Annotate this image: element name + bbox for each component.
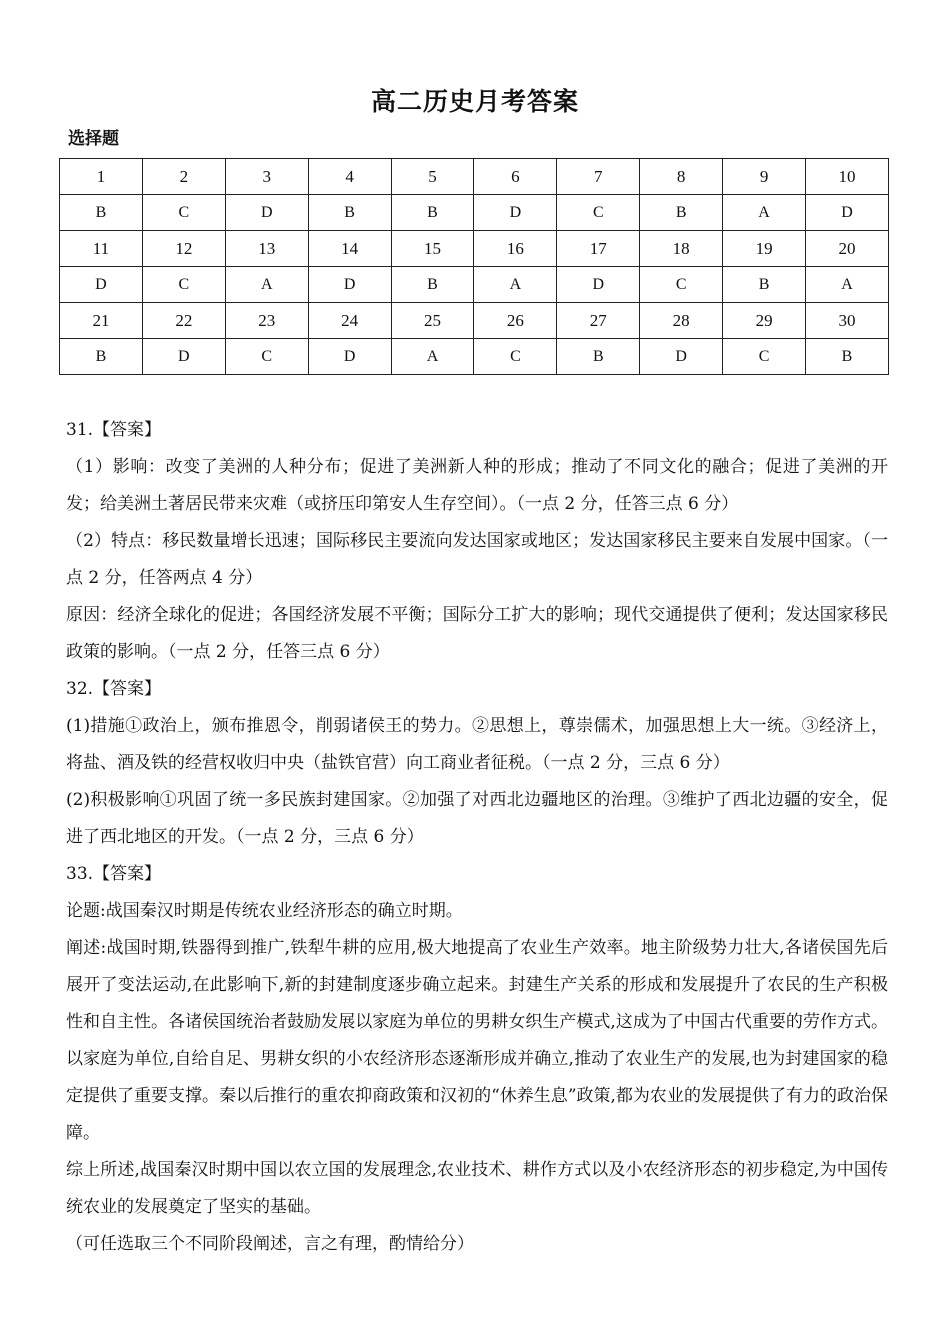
question-number-cell: 1: [60, 159, 143, 195]
answer-letter-row: [60, 195, 889, 231]
q33-conclusion: 综上所述,战国秦汉时期中国以农立国的发展理念,农业技术、耕作方式以及小农经济形态的初步稳定,为中国传统农业的发展奠定了坚实的基础。: [66, 1160, 888, 1217]
answer-letter-cell: A: [225, 267, 308, 303]
q31-part1: （1）影响：改变了美洲的人种分布；促进了美洲新人种的形成；推动了不同文化的融合；促进了美洲的开发；给美洲土著居民带来灾难（或挤压印第安人生存空间）。（一点 2 分，任答三点 6 分）: [66, 457, 888, 514]
answer-letter-cell: C: [557, 195, 640, 231]
question-number-cell: 30: [806, 303, 889, 339]
page-title: 高二历史月考答案: [370, 87, 579, 116]
question-number-cell: 2: [142, 159, 225, 195]
answer-letter-cell: B: [557, 339, 640, 375]
answer-letter-cell: B: [60, 339, 143, 375]
answer-letter-cell: D: [308, 267, 391, 303]
answer-letter-cell: B: [806, 339, 889, 375]
question-number-cell: 5: [391, 159, 474, 195]
question-number-cell: 15: [391, 231, 474, 267]
question-number-row: [60, 231, 889, 267]
answer-letter-cell: D: [474, 195, 557, 231]
question-number-cell: 16: [474, 231, 557, 267]
question-number-cell: 24: [308, 303, 391, 339]
answer-letter-cell: D: [142, 339, 225, 375]
question-number-row: [60, 159, 889, 195]
question-number-cell: 11: [60, 231, 143, 267]
question-number-cell: 12: [142, 231, 225, 267]
question-number-cell: 6: [474, 159, 557, 195]
answer-letter-cell: C: [225, 339, 308, 375]
answer-letter-cell: D: [640, 339, 723, 375]
answer-letter-cell: B: [391, 195, 474, 231]
question-number-cell: 17: [557, 231, 640, 267]
question-number-cell: 8: [640, 159, 723, 195]
answer-letter-cell: C: [142, 195, 225, 231]
answer-letter-cell: B: [391, 267, 474, 303]
question-number-cell: 7: [557, 159, 640, 195]
question-number-cell: 18: [640, 231, 723, 267]
question-number-cell: 25: [391, 303, 474, 339]
q31-part2-reasons: 原因：经济全球化的促进；各国经济发展不平衡；国际分工扩大的影响；现代交通提供了便利；发达国家移民政策的影响。（一点 2 分，任答三点 6 分）: [66, 605, 888, 662]
q33-argument: 阐述:战国时期,铁器得到推广,铁犁牛耕的应用,极大地提高了农业生产效率。地主阶级势力壮大,各诸侯国先后展开了变法运动,在此影响下,新的封建制度逐步确立起来。封建生产关系的形成和发展提升了农民的生产积极性和自主性。各诸侯国统治者鼓励发展以家庭为单位的男耕女织生产模式,这成为了中国古代重要的劳作方式。以家庭为单位,自给自足、男耕女织的小农经济形态逐渐形成并确立,推动了农业生产的发展,也为封建国家的稳定提供了重要支撑。秦以后推行的重农抑商政策和汉初的“休养生息”政策,都为农业的发展提供了有力的政治保障。: [66, 938, 888, 1143]
question-number-cell: 9: [723, 159, 806, 195]
answer-letter-cell: C: [640, 267, 723, 303]
answer-letter-cell: A: [723, 195, 806, 231]
question-number-cell: 27: [557, 303, 640, 339]
q31-part2-features: （2）特点：移民数量增长迅速；国际移民主要流向发达国家或地区；发达国家移民主要来自发展中国家。（一点 2 分，任答两点 4 分）: [66, 531, 888, 588]
answer-letter-cell: D: [225, 195, 308, 231]
question-number-cell: 21: [60, 303, 143, 339]
q33-thesis: 论题:战国秦汉时期是传统农业经济形态的确立时期。: [66, 901, 463, 921]
answer-letter-cell: A: [806, 267, 889, 303]
answer-letter-cell: D: [60, 267, 143, 303]
answer-table: [59, 158, 889, 375]
question-number-cell: 10: [806, 159, 889, 195]
answer-letter-row: [60, 339, 889, 375]
question-number-cell: 28: [640, 303, 723, 339]
answer-letter-cell: D: [557, 267, 640, 303]
answer-letter-cell: A: [391, 339, 474, 375]
q32-part1: (1)措施①政治上，颁布推恩令，削弱诸侯王的势力。②思想上，尊崇儒术，加强思想上大一统。③经济上，将盐、酒及铁的经营权收归中央（盐铁官营）向工商业者征税。（一点 2 分，三点 6 分）: [66, 716, 888, 773]
question-number-cell: 13: [225, 231, 308, 267]
question-number-cell: 14: [308, 231, 391, 267]
answer-letter-cell: A: [474, 267, 557, 303]
q33-scoring-note: （可任选取三个不同阶段阐述，言之有理，酌情给分）: [66, 1234, 474, 1254]
answer-letter-cell: B: [308, 195, 391, 231]
question-number-cell: 26: [474, 303, 557, 339]
answer-text-body: [66, 412, 888, 1263]
question-number-cell: 22: [142, 303, 225, 339]
question-number-cell: 23: [225, 303, 308, 339]
question-number-cell: 29: [723, 303, 806, 339]
answer-letter-row: [60, 267, 889, 303]
question-number-row: [60, 303, 889, 339]
question-number-cell: 20: [806, 231, 889, 267]
answer-letter-cell: B: [640, 195, 723, 231]
question-number-cell: 19: [723, 231, 806, 267]
answer-letter-cell: B: [723, 267, 806, 303]
answer-letter-cell: C: [142, 267, 225, 303]
answer-letter-cell: D: [308, 339, 391, 375]
section-label-multiple-choice: 选择题: [68, 129, 119, 149]
q31-heading: 31.【答案】: [66, 420, 162, 440]
answer-letter-cell: D: [806, 195, 889, 231]
answer-letter-cell: C: [723, 339, 806, 375]
question-number-cell: 4: [308, 159, 391, 195]
q33-heading: 33.【答案】: [66, 864, 162, 884]
question-number-cell: 3: [225, 159, 308, 195]
answer-letter-cell: C: [474, 339, 557, 375]
q32-part2: (2)积极影响①巩固了统一多民族封建国家。②加强了对西北边疆地区的治理。③维护了西北边疆的安全，促进了西北地区的开发。（一点 2 分，三点 6 分）: [66, 790, 888, 847]
answer-letter-cell: B: [60, 195, 143, 231]
q32-heading: 32.【答案】: [66, 679, 162, 699]
